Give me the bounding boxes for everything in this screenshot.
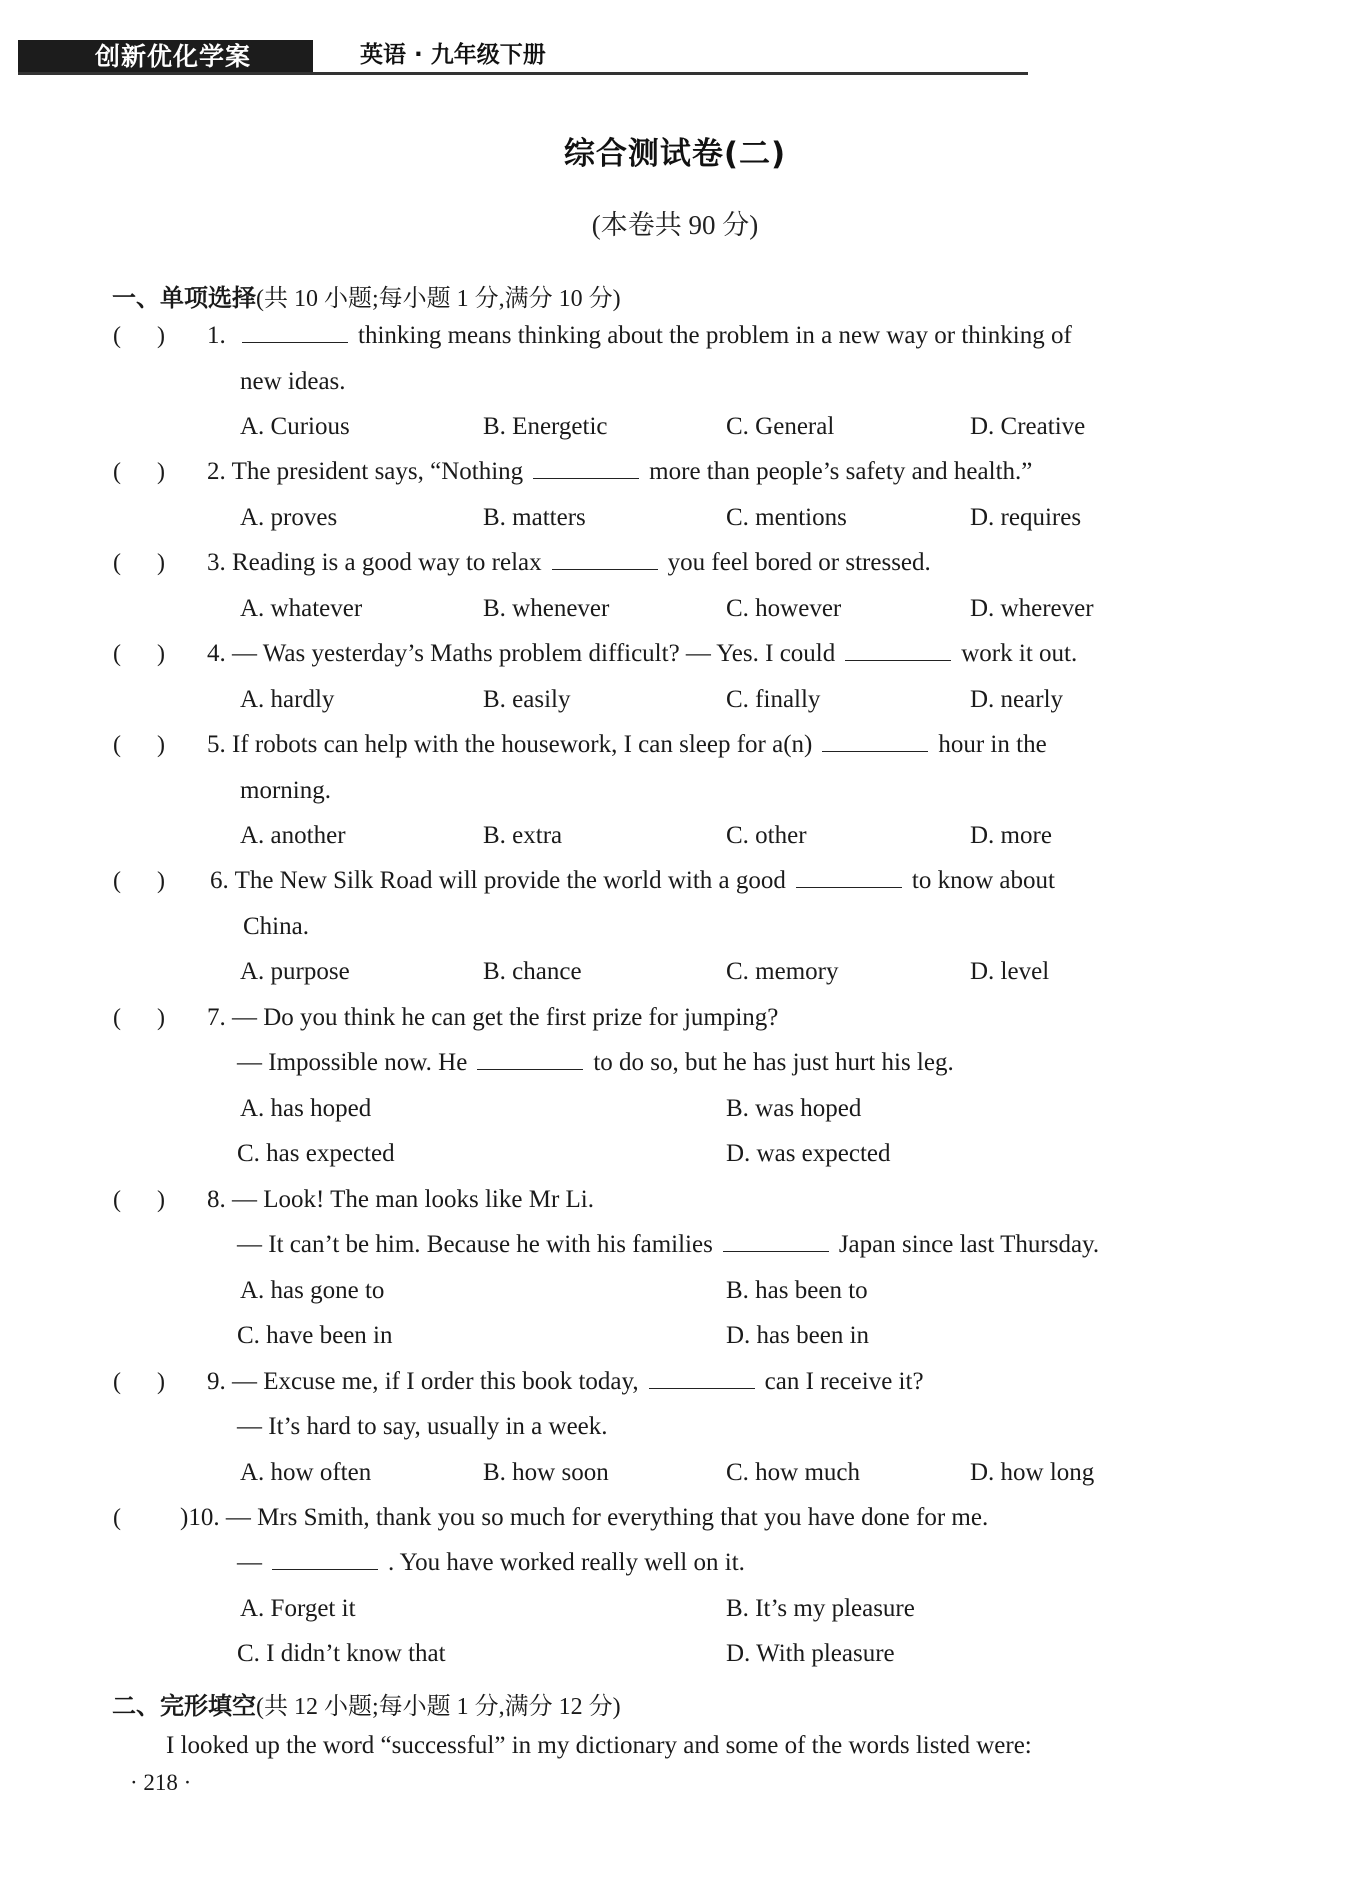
option-c: C. other — [726, 822, 807, 849]
answer-blank — [723, 1250, 829, 1252]
answer-paren: ( ) — [113, 323, 165, 349]
option-c: C. have been in — [237, 1322, 393, 1349]
answer-blank — [649, 1387, 755, 1389]
option-c: C. mentions — [726, 504, 847, 531]
option-a: A. purpose — [240, 958, 350, 985]
option-a: A. whatever — [240, 595, 363, 622]
section-2-note: (共 12 小题;每小题 1 分,满分 12 分) — [256, 1694, 621, 1720]
answer-paren: ( ) — [113, 868, 165, 894]
option-d: D. level — [970, 958, 1050, 985]
option-d: D. requires — [970, 504, 1082, 531]
option-c: C. General — [726, 413, 835, 440]
option-c: C. has expected — [237, 1140, 395, 1167]
page-title: 综合测试卷(二) — [563, 136, 787, 172]
option-b: B. was hoped — [726, 1095, 862, 1122]
option-d: D. more — [970, 822, 1052, 849]
option-a: A. has hoped — [240, 1095, 372, 1122]
answer-blank — [822, 750, 928, 752]
option-b: B. whenever — [483, 595, 610, 622]
answer-blank — [477, 1068, 583, 1070]
answer-paren: ( ) — [113, 459, 165, 485]
option-b: B. has been to — [726, 1277, 868, 1304]
answer-paren: ( ) — [113, 641, 165, 667]
option-b: B. extra — [483, 822, 563, 849]
header-rule — [18, 72, 1028, 75]
option-c: C. I didn’t know that — [237, 1640, 446, 1667]
answer-blank — [533, 477, 639, 479]
answer-blank — [272, 1568, 378, 1570]
cloze-passage-start: I looked up the word “successful” in my dictionary and some of the words listed were: — [166, 1732, 1032, 1759]
section-2-heading — [112, 1686, 621, 1721]
answer-paren: ( ) — [113, 732, 165, 758]
option-d: D. With pleasure — [726, 1640, 895, 1667]
option-b: B. It’s my pleasure — [726, 1595, 915, 1622]
option-a: A. proves — [240, 504, 338, 531]
answer-paren: ( ) — [113, 1005, 165, 1031]
option-d: D. Creative — [970, 413, 1086, 440]
option-c: C. memory — [726, 958, 839, 985]
option-b: B. easily — [483, 686, 571, 713]
answer-paren: ( ) — [113, 550, 165, 576]
page-number: · 218 · — [130, 1770, 192, 1795]
option-c: C. however — [726, 595, 842, 622]
answer-blank — [552, 568, 658, 570]
option-b: B. chance — [483, 958, 582, 985]
section-1-name: 一、单项选择 — [112, 284, 256, 312]
answer-paren: ( ) — [113, 1369, 165, 1395]
option-d: D. has been in — [726, 1322, 870, 1349]
answer-blank — [796, 886, 902, 888]
option-a: A. another — [240, 822, 346, 849]
option-d: D. nearly — [970, 686, 1064, 713]
header-subject: 英语 · 九年级下册 — [360, 42, 546, 68]
option-d: D. how long — [970, 1459, 1095, 1486]
answer-blank — [845, 659, 951, 661]
option-a: A. how often — [240, 1459, 372, 1486]
option-b: B. Energetic — [483, 413, 608, 440]
answer-paren: ( — [113, 1505, 163, 1531]
header-brand: 创新优化学案 — [95, 42, 252, 71]
option-d: D. was expected — [726, 1140, 891, 1167]
option-a: A. Curious — [240, 413, 350, 440]
option-a: A. Forget it — [240, 1595, 356, 1622]
answer-blank — [242, 341, 348, 343]
option-a: A. hardly — [240, 686, 335, 713]
page-subtitle: (本卷共 90 分) — [591, 210, 759, 240]
option-d: D. wherever — [970, 595, 1094, 622]
option-c: C. finally — [726, 686, 821, 713]
section-2-name: 二、完形填空 — [112, 1692, 256, 1720]
option-c: C. how much — [726, 1459, 861, 1486]
section-1-note: (共 10 小题;每小题 1 分,满分 10 分) — [256, 286, 621, 312]
option-a: A. has gone to — [240, 1277, 385, 1304]
section-1-heading — [112, 278, 621, 313]
answer-paren: ( ) — [113, 1187, 165, 1213]
option-b: B. how soon — [483, 1459, 609, 1486]
option-b: B. matters — [483, 504, 586, 531]
exam-page: 创新优化学案 英语 · 九年级下册 综合测试卷(二) (本卷共 90 分) 一、单项选择(共 10 小题;每小题 1 分,满分 10 分) ( ) 1. thinking means thinking about the problem in a new way or thinking of new ideas. A. Curious B. Energetic C. General D. Creative ( ) 2. The president says, “Nothing more than people’s safety and health.” A. proves B. matters C. mentions D. requires ( ) 3. Reading is a good way to relax you feel bored or stressed. A. whatever B. whenever C. however D. wherever ( ) 4. — Was yesterday’s Maths problem difficult? — Yes. I could work it out. A. hardly B. easily C. finally D. nearly ( ) 5. If robots can help with the housework, I can sleep for a(n) hour in the morning. A. another B. extra C. other D. more ( ) 6. The New Silk Road will provide the world with a good to know about China. A. purpose B. chance C. memory D. level ( ) 7. — Do you think he can get the first prize for jumping? — Impossible now. He to do so, but he has just hurt his leg. A. has hoped B. was hoped C. has expected D. was expected ( ) 8. — Look! The man looks like Mr Li. — It can’t be him. Because he with his families Japan since last Thursday. A. has gone to B. has been to C. have been in D. has been in ( ) 9. — Excuse me, if I order this book today, can I receive it? — It’s hard to say, usually in a week. A. how often B. how soon C. how much D. how long ( )10. — Mrs Smith, thank you so much for everything that you have done for me. — . You have worked really well on it. A. Forget it B. It’s my pleasure C. I didn’t know that D. With pleasure 二、完形填空(共 12 小题;每小题 1 分,满分 12 分) I looked up the word “successful” in my dictionary and some of the words listed were: · 218 · — [0, 0, 1350, 1887]
